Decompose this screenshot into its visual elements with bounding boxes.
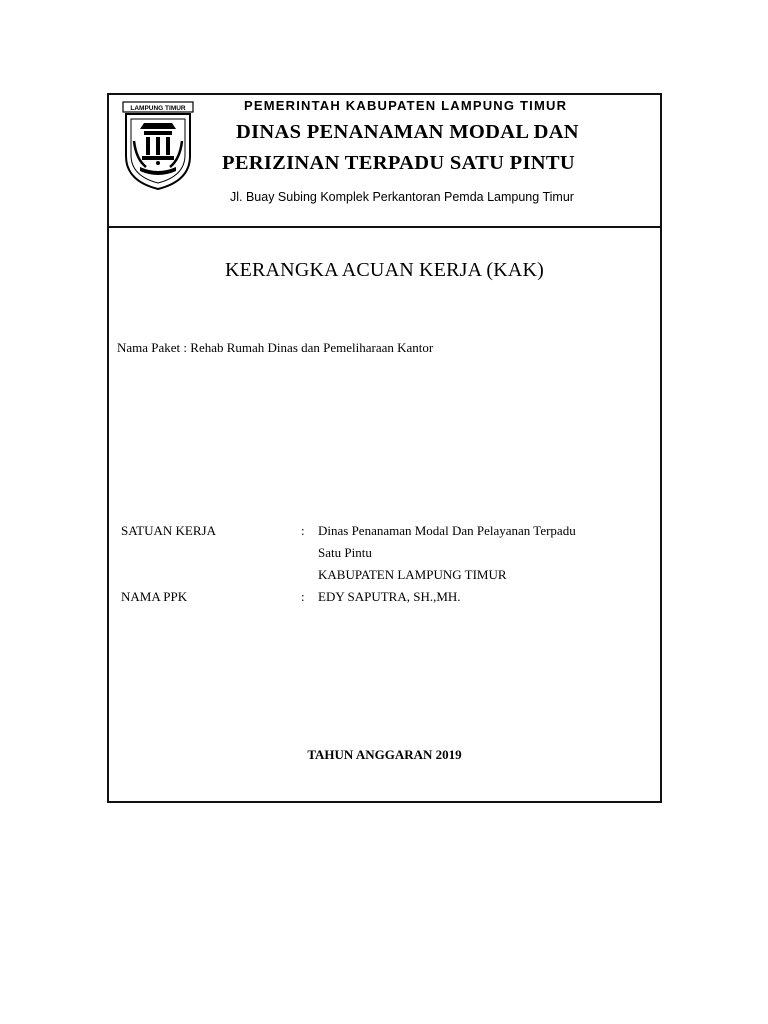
ppk-colon: : — [301, 589, 305, 604]
agency-name-line2: PERIZINAN TERPADU SATU PINTU — [222, 152, 575, 174]
package-name: Nama Paket : Rehab Rumah Dinas dan Pemeliharaan Kantor — [117, 340, 434, 355]
document-frame — [107, 93, 662, 803]
satuan-kerja-row-2 — [121, 542, 651, 564]
satuan-kerja-label: SATUAN KERJA — [121, 523, 216, 538]
header-divider — [109, 226, 660, 228]
satuan-kerja-value-line2: Satu Pintu — [318, 545, 372, 560]
agency-address: Jl. Buay Subing Komplek Perkantoran Pemda Lampung Timur — [230, 190, 574, 204]
satuan-kerja-row — [121, 520, 651, 542]
satuan-kerja-value-line1: Dinas Penanaman Modal Dan Pelayanan Terpadu — [318, 523, 576, 538]
satuan-kerja-row-3 — [121, 564, 651, 586]
letterhead — [109, 95, 660, 226]
satuan-kerja-colon: : — [301, 523, 305, 538]
document-title: KERANGKA ACUAN KERJA (KAK) — [224, 259, 545, 281]
government-name: PEMERINTAH KABUPATEN LAMPUNG TIMUR — [244, 98, 568, 113]
emblem-text: LAMPUNG TIMUR — [130, 105, 186, 112]
agency-name-line1: DINAS PENANAMAN MODAL DAN — [236, 121, 579, 143]
satuan-kerja-value-line3: KABUPATEN LAMPUNG TIMUR — [318, 567, 507, 582]
lampung-timur-emblem-icon — [122, 101, 194, 191]
work-unit-info — [121, 520, 651, 608]
ppk-label: NAMA PPK — [121, 589, 188, 604]
ppk-value: EDY SAPUTRA, SH.,MH. — [318, 589, 461, 604]
ppk-row — [121, 586, 651, 608]
fiscal-year: TAHUN ANGGARAN 2019 — [307, 747, 462, 762]
